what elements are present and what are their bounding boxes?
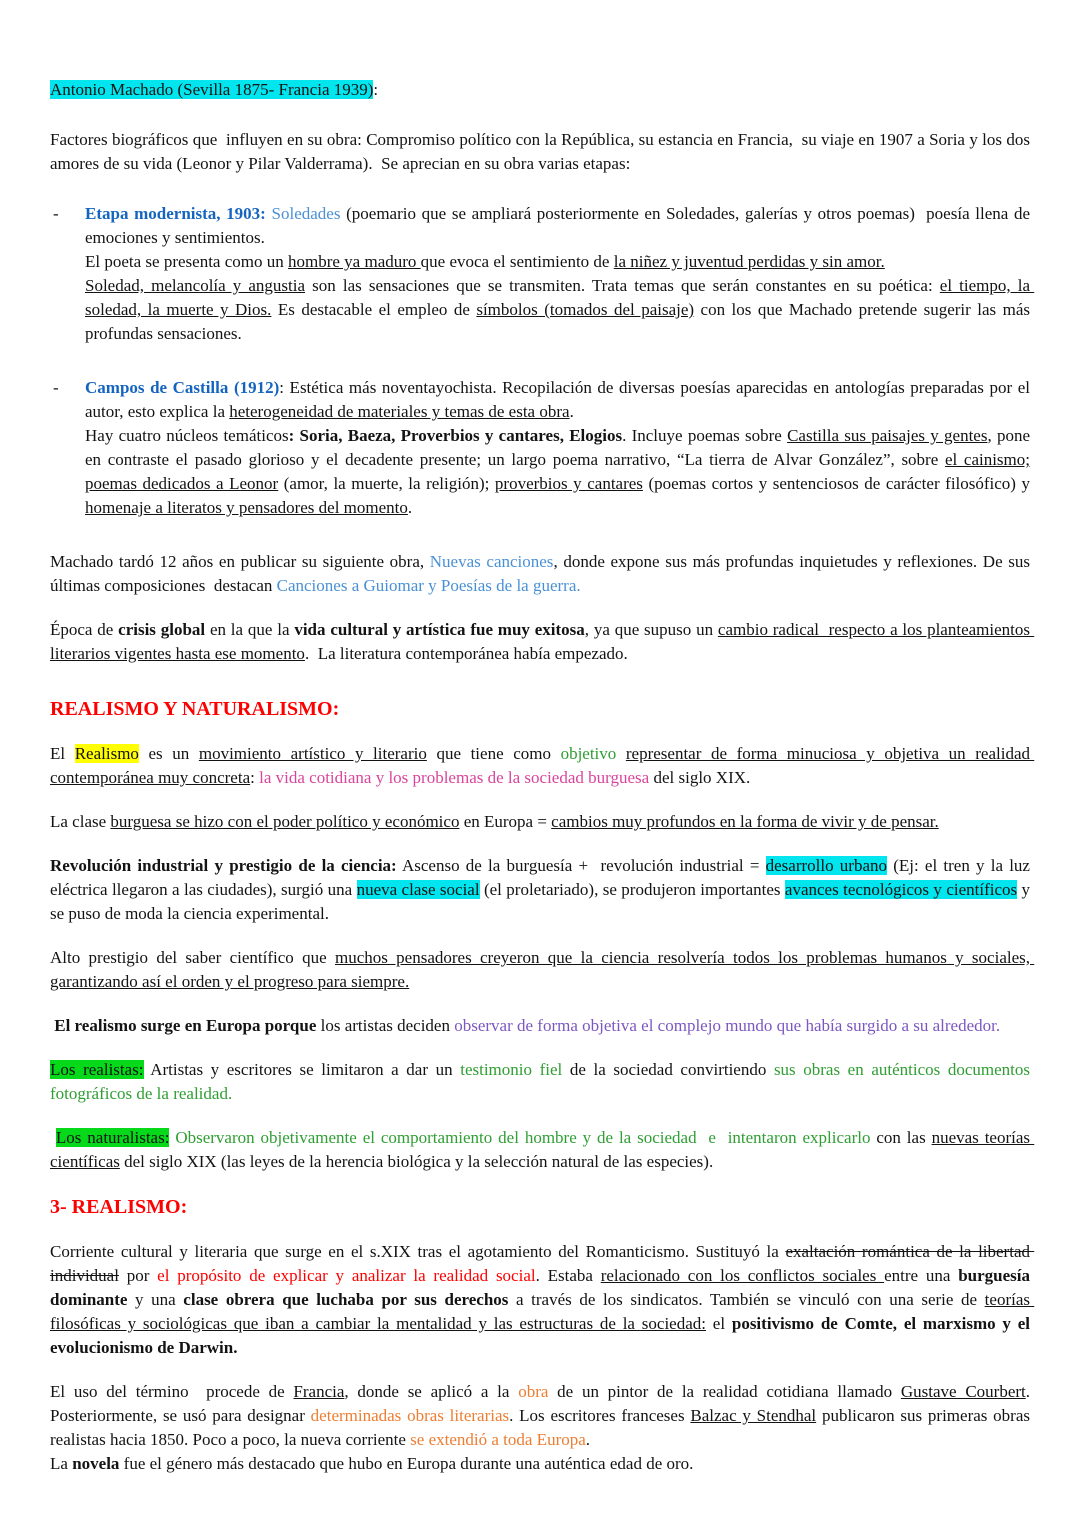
text-run: y se puso de moda la ciencia experimental. bbox=[50, 880, 1035, 923]
text-run: en Europa = bbox=[459, 812, 552, 831]
text-run: cambios muy profundos en la forma de vivir y de pensar. bbox=[551, 812, 939, 831]
text-run: del siglo XIX (las leyes de la herencia biológica y la selección natural de las especies). bbox=[119, 1152, 714, 1171]
title-antonio-machado bbox=[50, 78, 1030, 102]
text-run: Artistas y escritores se limitaron a dar un bbox=[143, 1060, 461, 1079]
text-run: con las bbox=[870, 1128, 932, 1147]
text-run: . Los escritores franceses bbox=[509, 1406, 691, 1425]
para-alto-prestigio bbox=[50, 946, 1035, 994]
text-run: el bbox=[705, 1314, 732, 1333]
text-run: burguesía dominante bbox=[50, 1266, 1035, 1309]
bullet-etapa-modernista bbox=[50, 202, 1035, 346]
text-run: Observaron objetivamente el comportamiento del hombre y de la sociedad e intentaron explicarlo bbox=[175, 1128, 871, 1147]
text-run: movimiento artístico y literario bbox=[198, 744, 427, 763]
heading-realismo-naturalismo bbox=[50, 696, 1030, 722]
text-run: exaltación romántica de la libertad individual bbox=[50, 1242, 1035, 1285]
text-run: El uso del término procede de bbox=[50, 1382, 294, 1401]
para-la-clase bbox=[50, 810, 1030, 834]
text-run: que evoca el sentimiento de bbox=[420, 252, 614, 271]
text-run bbox=[616, 744, 626, 763]
text-run: Corriente cultural y literaria que surge en el s.XIX tras el agotamiento del Romanticismo. Sustituyó la bbox=[50, 1242, 786, 1261]
text-run: vida cultural y artística fue muy exitosa bbox=[294, 620, 585, 639]
text-run: : Estética más noventayochista. Recopilación de diversas poesías aparecidas en antologías preparadas por el autor, esto explica la bbox=[85, 378, 1035, 421]
text-run: de un pintor de la realidad cotidiana llamado bbox=[548, 1382, 901, 1401]
text-run: el propósito de explicar y analizar la realidad social bbox=[157, 1266, 536, 1285]
text-run: Realismo bbox=[74, 744, 139, 763]
bullet-marker: - bbox=[53, 204, 59, 223]
text-run: Ascenso de la burguesía + revolución industrial = bbox=[396, 856, 766, 875]
text-run: entre una bbox=[884, 1266, 959, 1285]
para-factores bbox=[50, 128, 1035, 176]
document-body bbox=[50, 78, 1035, 1476]
text-run: , ya que supuso un bbox=[584, 620, 718, 639]
text-run: (amor, la muerte, la religión); bbox=[278, 474, 495, 493]
text-run: El realismo surge en Europa porque bbox=[54, 1016, 317, 1035]
text-run: . bbox=[407, 498, 413, 517]
text-run: testimonio fiel bbox=[460, 1060, 563, 1079]
text-run: representar de forma minuciosa y objetiva un realidad contemporánea muy concreta bbox=[50, 744, 1035, 787]
text-run: Factores biográficos que influyen en su obra: Compromiso político con la República, su estancia en Francia, su viaje en 1907 a Soria y los dos amores de su vida (Leonor y Pilar Valderrama). Se aprecian en su obra varias etapas: bbox=[50, 130, 1035, 173]
text-run: Francia bbox=[293, 1382, 345, 1401]
text-run: cambio radical respecto a los planteamientos literarios vigentes hasta ese momento bbox=[50, 620, 1035, 663]
text-run: con los que Machado pretende sugerir las más profundas sensaciones. bbox=[85, 300, 1035, 343]
text-run: Revolución industrial y prestigio de la ciencia: bbox=[50, 856, 397, 875]
text-run: fue el género más destacado que hubo en Europa durante una auténtica edad de oro. bbox=[119, 1454, 694, 1473]
text-run: Machado tardó 12 años en publicar su siguiente obra, bbox=[50, 552, 430, 571]
text-run: teorías filosóficas y sociológicas que iban a cambiar la mentalidad y las estructuras de la sociedad: bbox=[50, 1290, 1035, 1333]
text-run: clase obrera que luchaba por sus derechos bbox=[183, 1290, 509, 1309]
text-run: : bbox=[373, 80, 379, 99]
text-run: Balzac y Stendhal bbox=[690, 1406, 817, 1425]
bullet-marker: - bbox=[53, 378, 59, 397]
text-run: en la que la bbox=[205, 620, 295, 639]
text-run: determinadas obras literarias bbox=[310, 1406, 510, 1425]
text-run: . Estaba bbox=[535, 1266, 601, 1285]
text-run: : bbox=[250, 768, 260, 787]
para-epoca-crisis bbox=[50, 618, 1035, 666]
text-run: proverbios y cantares bbox=[494, 474, 643, 493]
text-run bbox=[50, 1128, 56, 1147]
text-run: poemas dedicados a Leonor bbox=[85, 474, 279, 493]
text-run: por bbox=[118, 1266, 158, 1285]
para-los-naturalistas bbox=[50, 1126, 1035, 1174]
text-run: . bbox=[569, 402, 574, 421]
text-run: heterogeneidad de materiales y temas de esta obra bbox=[229, 402, 570, 421]
text-run: se extendió a toda Europa bbox=[410, 1430, 586, 1449]
text-run: (Ej: el tren y la luz eléctrica llegaron a las ciudades), surgió una bbox=[50, 856, 1035, 899]
para-los-realistas bbox=[50, 1058, 1035, 1106]
text-run: Es destacable el empleo de bbox=[271, 300, 477, 319]
text-run: homenaje a literatos y pensadores del momento bbox=[85, 498, 408, 517]
text-run: relacionado con los conflictos sociales bbox=[600, 1266, 885, 1285]
text-run: novela bbox=[72, 1454, 120, 1473]
text-run: símbolos (tomados del paisaje) bbox=[476, 300, 695, 319]
text-run: los artistas deciden bbox=[316, 1016, 455, 1035]
text-run: sus obras en auténticos documentos fotográficos de la realidad. bbox=[50, 1060, 1035, 1103]
para-uso-termino bbox=[50, 1380, 1035, 1476]
text-run: . Incluye poemas sobre bbox=[622, 426, 788, 445]
text-run: El bbox=[50, 744, 75, 763]
bullet-campos-castilla bbox=[50, 376, 1035, 520]
text-run: Alto prestigio del saber científico que bbox=[50, 948, 335, 967]
text-run: la niñez y juventud perdidas y sin amor. bbox=[613, 252, 885, 271]
text-run: obra bbox=[518, 1382, 549, 1401]
text-run: (el proletariado), se produjeron importantes bbox=[479, 880, 785, 899]
heading-3-realismo bbox=[50, 1194, 1030, 1220]
text-run: Soledades bbox=[271, 204, 341, 223]
text-run: Soledad, melancolía y angustia bbox=[85, 276, 306, 295]
para-corriente-cultural bbox=[50, 1240, 1035, 1360]
text-run: Antonio Machado (Sevilla 1875- Francia 1939) bbox=[50, 80, 374, 99]
text-run: burguesa se hizo con el poder político y económico bbox=[110, 812, 460, 831]
text-run: nueva clase social bbox=[356, 880, 480, 899]
text-run: desarrollo urbano bbox=[765, 856, 888, 875]
text-run: Etapa modernista, 1903: bbox=[85, 204, 266, 223]
text-run: a través de los sindicatos. También se vinculó con una serie de bbox=[508, 1290, 985, 1309]
text-run: Canciones a Guiomar y Poesías de la guerra. bbox=[276, 576, 581, 595]
text-run: Hay cuatro núcleos temáticos bbox=[85, 426, 289, 445]
text-run: observar de forma objetiva el complejo mundo que había surgido a su alrededor. bbox=[454, 1016, 1001, 1035]
text-run: son las sensaciones que se transmiten. Trata temas que serán constantes en su poética: bbox=[305, 276, 940, 295]
text-run: . bbox=[585, 1430, 591, 1449]
text-run: hombre ya maduro bbox=[288, 252, 421, 271]
text-run: la vida cotidiana y los problemas de la sociedad burguesa bbox=[259, 768, 650, 787]
text-run: Castilla sus paisajes y gentes bbox=[787, 426, 988, 445]
text-run: Nuevas canciones bbox=[429, 552, 554, 571]
text-run: (poemas cortos y sentenciosos de carácter filosófico) y bbox=[642, 474, 1035, 493]
text-run: nuevas teorías científicas bbox=[50, 1128, 1035, 1171]
text-run: es un bbox=[138, 744, 199, 763]
text-run: REALISMO Y NATURALISMO: bbox=[50, 698, 340, 720]
text-run: , donde se aplicó a la bbox=[344, 1382, 519, 1401]
text-run: : Soria, Baeza, Proverbios y cantares, Elogios bbox=[288, 426, 623, 445]
text-run: (poemario que se ampliará posteriormente en Soledades, galerías y otros poemas) poesía llena de emociones y sentimientos. bbox=[85, 204, 1035, 247]
text-run: La clase bbox=[50, 812, 111, 831]
text-run: . Posteriormente, se usó para designar bbox=[50, 1382, 1035, 1425]
text-run: crisis global bbox=[118, 620, 206, 639]
text-run: positivismo de Comte, el marxismo y el evolucionismo de Darwin. bbox=[50, 1314, 1035, 1357]
text-run: . La literatura contemporánea había empezado. bbox=[304, 644, 628, 663]
text-run: La bbox=[50, 1454, 73, 1473]
text-run: que tiene como bbox=[426, 744, 561, 763]
text-run: , donde expone sus más profundas inquietudes y reflexiones. De sus últimas composiciones destacan bbox=[50, 552, 1035, 595]
text-run: Los realistas: bbox=[50, 1060, 144, 1079]
text-run: Campos de Castilla (1912) bbox=[85, 378, 280, 397]
text-run: Gustave Courbert bbox=[900, 1382, 1026, 1401]
text-run: muchos pensadores creyeron que la ciencia resolvería todos los problemas humanos y sociales, garantizando así el orden y el progreso para siempre. bbox=[50, 948, 1035, 991]
text-run: El poeta se presenta como un bbox=[85, 252, 288, 271]
text-run: publicaron sus primeras obras realistas hacia 1850. Poco a poco, la nueva corriente bbox=[50, 1406, 1035, 1449]
para-el-realismo bbox=[50, 742, 1035, 790]
text-run: avances tecnológicos y científicos bbox=[784, 880, 1018, 899]
text-run: Época de bbox=[50, 620, 119, 639]
text-run: , pone en contraste el pasado glorioso y el decadente presente; un largo poema narrativo, “La tierra de Alvar González”, sobre bbox=[85, 426, 1035, 469]
text-run: el tiempo, la soledad, la muerte y Dios. bbox=[85, 276, 1035, 319]
text-run: Los naturalistas: bbox=[55, 1128, 170, 1147]
text-run bbox=[1030, 450, 1034, 469]
para-realismo-surge bbox=[50, 1014, 1030, 1038]
para-nuevas-canciones bbox=[50, 550, 1035, 598]
text-run: y una bbox=[127, 1290, 184, 1309]
text-run: del siglo XIX. bbox=[649, 768, 751, 787]
text-run: 3- REALISMO: bbox=[50, 1196, 188, 1218]
para-revolucion-industrial bbox=[50, 854, 1035, 926]
text-run: de la sociedad convirtiendo bbox=[562, 1060, 774, 1079]
text-run: objetivo bbox=[560, 744, 617, 763]
text-run: el cainismo; bbox=[944, 450, 1030, 469]
